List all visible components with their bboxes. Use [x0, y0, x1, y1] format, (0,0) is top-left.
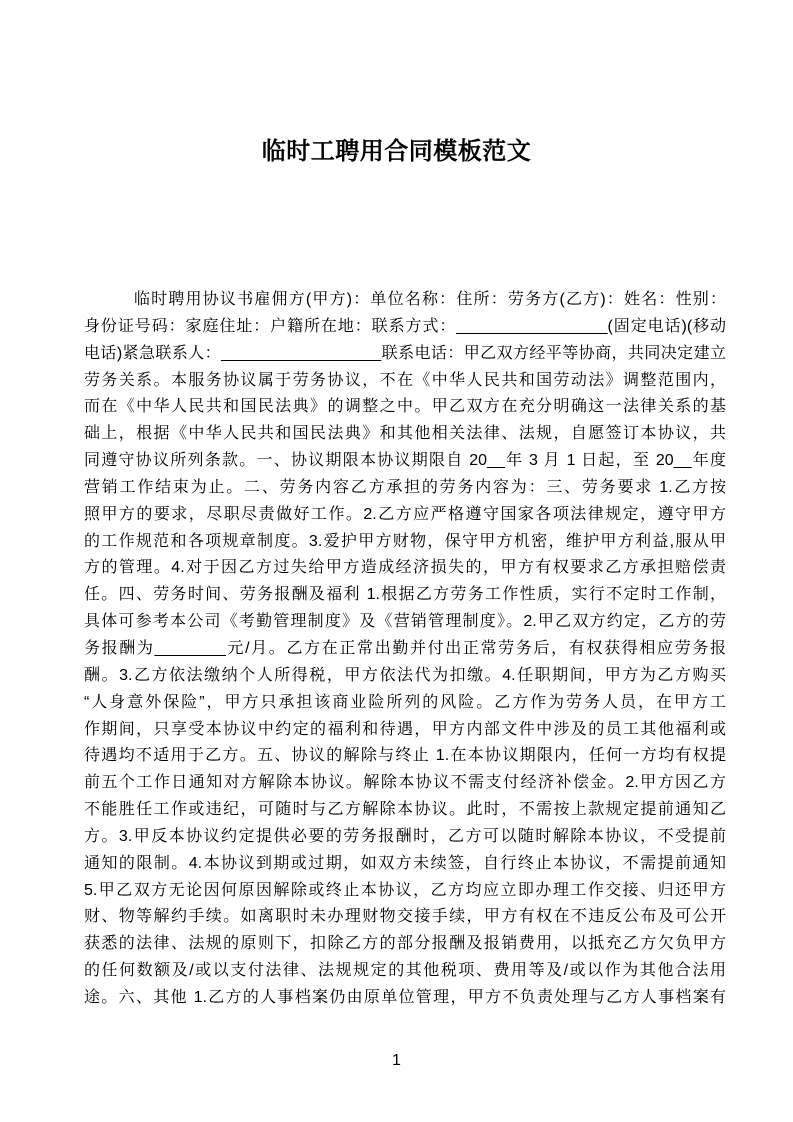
text-line: 临时聘用协议书雇佣方(甲方)：单位名称：住所：劳务方(乙方)：姓名：性别：: [134, 291, 726, 308]
text-line: 劳务关系。本服务协议属于劳务协议，不在《中华人民共和国劳动法》调整范围内，: [84, 371, 726, 389]
text-line: 途。六、其他 1.乙方的人事档案仍由原单位管理，甲方不负责处理与乙方人事档案有: [84, 988, 726, 1006]
text-line: 方的管理。4.对于因乙方过失给甲方造成经济损失的，甲方有权要求乙方承担赔偿责: [84, 559, 726, 577]
text-line: 务报酬为________元/月。乙方在正常出勤并付出正常劳务后，有权获得相应劳务报: [84, 639, 726, 657]
text-line: 任。四、劳务时间、劳务报酬及福利 1.根据乙方劳务工作性质，实行不定时工作制，: [84, 586, 726, 604]
document-title: 临时工聘用合同模板范文: [261, 138, 532, 165]
text-line: 作期间，只享受本协议中约定的福利和待遇，甲方内部文件中涉及的员工其他福利或: [84, 720, 726, 738]
page-number: 1: [392, 1052, 401, 1069]
text-line: 酬。3.乙方依法缴纳个人所得税，甲方依法代为扣缴。4.任职期间，甲方为乙方购买: [84, 666, 726, 684]
text-line: 营销工作结束为止。二、劳务内容乙方承担的劳务内容为：三、劳务要求 1.乙方按: [84, 478, 726, 496]
text-line: “人身意外保险”，甲方只承担该商业险所列的风险。乙方作为劳务人员，在甲方工: [84, 693, 726, 711]
text-line: 电话)紧急联系人：__________________联系电话：甲乙双方经平等协商，共同决定建立: [84, 344, 726, 362]
text-line: 通知的限制。4.本协议到期或过期，如双方未续签，自行终止本协议，不需提前通知: [84, 854, 726, 872]
text-line: 身份证号码：家庭住址：户籍所在地：联系方式：_________________(固定电话)(移动: [84, 317, 726, 335]
text-line: 5.甲乙双方无论因何原因解除或终止本协议，乙方均应立即办理工作交接、归还甲方: [84, 881, 726, 899]
text-line: 待遇均不适用于乙方。五、协议的解除与终止 1.在本协议期限内，任何一方均有权提: [84, 747, 726, 765]
text-line: 的工作规范和各项规章制度。3.爱护甲方财物，保守甲方机密，维护甲方利益,服从甲: [84, 532, 726, 550]
document-body: [84, 287, 726, 1012]
text-line: 前五个工作日通知对方解除本协议。解除本协议不需支付经济补偿金。2.甲方因乙方: [84, 774, 726, 792]
text-line: 而在《中华人民共和国民法典》的调整之中。甲乙双方在充分明确这一法律关系的基: [84, 398, 726, 416]
text-line: 获悉的法律、法规的原则下，扣除乙方的部分报酬及报销费用，以抵充乙方欠负甲方: [84, 935, 726, 953]
text-line: 具体可参考本公司《考勤管理制度》及《营销管理制度》。2.甲乙双方约定，乙方的劳: [84, 613, 726, 631]
text-line: 同遵守协议所列条款。一、协议期限本协议期限自 20__年 3 月 1 日起，至 20__年度: [84, 452, 726, 470]
text-line: 财、物等解约手续。如离职时未办理财物交接手续，甲方有权在不违反公布及可公开: [84, 908, 726, 926]
text-line: 照甲方的要求，尽职尽责做好工作。2.乙方应严格遵守国家各项法律规定，遵守甲方: [84, 505, 726, 523]
text-line: 础上，根据《中华人民共和国民法典》和其他相关法律、法规，自愿签订本协议，共: [84, 425, 726, 443]
text-line: 方。3.甲反本协议约定提供必要的劳务报酬时，乙方可以随时解除本协议，不受提前: [84, 827, 726, 845]
text-line: 的任何数额及/或以支付法律、法规规定的其他税项、费用等及/或以作为其他合法用: [84, 962, 726, 980]
text-line: 不能胜任工作或违纪，可随时与乙方解除本协议。此时，不需按上款规定提前通知乙: [84, 801, 726, 819]
